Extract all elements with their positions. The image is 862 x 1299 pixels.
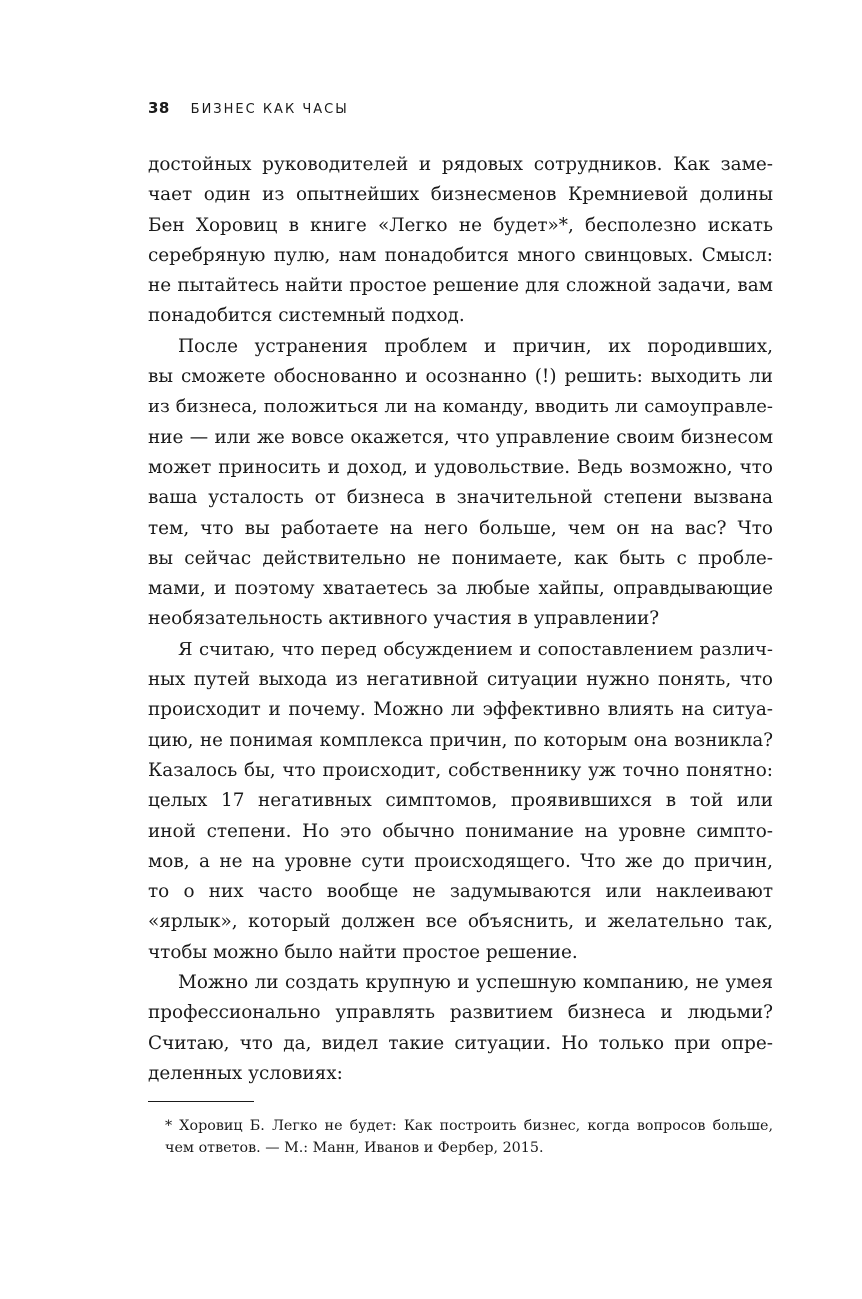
book-title: БИЗНЕС КАК ЧАСЫ (190, 102, 349, 117)
text-line: может приносить и доход, и удовольствие. Ведь возможно, что (148, 456, 773, 478)
text-line: Можно ли создать крупную и успешную компанию, не умея (178, 972, 773, 994)
text-line: После устранения проблем и причин, их породивших, (178, 335, 773, 357)
text-line: чает один из опытнейших бизнесменов Кремниевой долины (148, 184, 773, 206)
text-line: происходит и почему. Можно ли эффективно влиять на ситуа- (148, 699, 773, 721)
text-line: из бизнеса, положиться ли на команду, вводить ли самоуправле- (148, 396, 773, 418)
text-line: «ярлык», который должен все объяснить, и желательно так, (148, 911, 773, 933)
text-line: мами, и поэтому хватаетесь за любые хайпы, оправдывающие (148, 578, 773, 600)
text-line: Казалось бы, что происходит, собственнику уж точно понятно: (148, 759, 773, 781)
text-line: мов, а не на уровне сути происходящего. Что же до причин, (148, 850, 773, 872)
text-line: вы сможете обоснованно и осознанно (!) решить: выходить ли (148, 366, 773, 388)
text-line: иной степени. Но это обычно понимание на уровне симпто- (148, 820, 773, 842)
text-line: понадобится системный подход. (148, 305, 465, 327)
text-line: тем, что вы работаете на него больше, чем он на вас? Что (148, 517, 773, 539)
footnote (165, 1115, 773, 1159)
footnote-line: * Хоровиц Б. Легко не будет: Как построить бизнес, когда вопросов больше, (165, 1118, 773, 1134)
text-line: деленных условиях: (148, 1062, 343, 1084)
text-line: чтобы можно было найти простое решение. (148, 941, 578, 963)
footnote-divider (148, 1101, 254, 1102)
text-line: Бен Хоровиц в книге «Легко не будет»*, бесполезно искать (148, 214, 773, 236)
text-line: серебряную пулю, нам понадобится много свинцовых. Смысл: (148, 244, 773, 266)
text-line: ваша усталость от бизнеса в значительной степени вызвана (148, 487, 773, 509)
text-line: ных путей выхода из негативной ситуации нужно понять, что (148, 669, 773, 691)
text-line: ние — или же вовсе окажется, что управление своим бизнесом (148, 426, 773, 448)
text-line: вы сейчас действительно не понимаете, как быть с пробле- (148, 547, 773, 569)
text-line: не пытайтесь найти простое решение для сложной задачи, вам (148, 275, 773, 297)
page-number: 38 (148, 99, 170, 117)
text-line: цию, не понимая комплекса причин, по которым она возникла? (148, 729, 773, 751)
running-head (148, 99, 349, 119)
text-line: Считаю, что да, видел такие ситуации. Но только при опре- (148, 1032, 773, 1054)
text-line: необязательность активного участия в управлении? (148, 608, 660, 630)
footnote-line: чем ответов. — М.: Манн, Иванов и Фербер, 2015. (165, 1140, 544, 1156)
text-line: достойных руководителей и рядовых сотрудников. Как заме- (148, 154, 773, 175)
text-line: то о них часто вообще не задумываются или наклеивают (148, 881, 773, 903)
text-line: Я считаю, что перед обсуждением и сопоставлением различ- (178, 638, 773, 660)
text-line: целых 17 негативных симптомов, проявившихся в той или (148, 790, 773, 812)
body-text (148, 150, 773, 1089)
text-line: профессионально управлять развитием бизнеса и людьми? (148, 1002, 773, 1024)
